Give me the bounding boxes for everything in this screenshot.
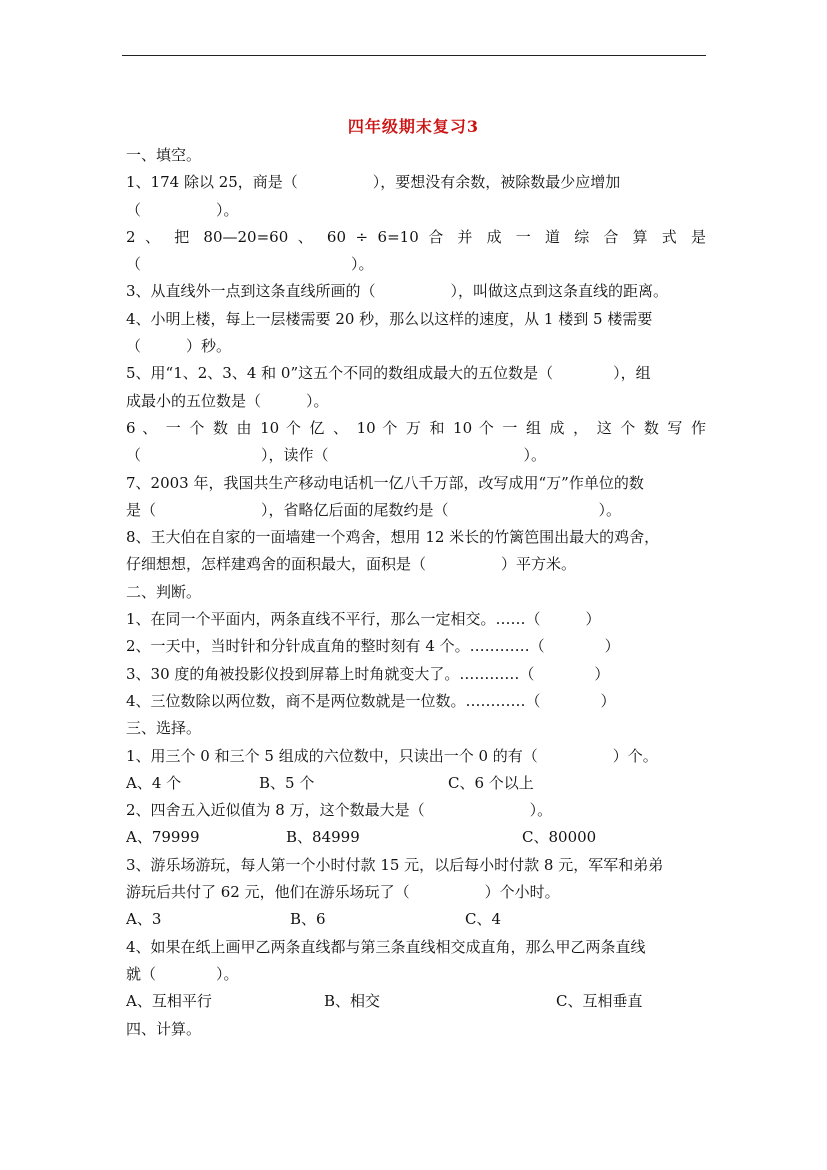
- option-c: C、6 个以上: [448, 773, 534, 792]
- question-line: （ ）。: [126, 200, 239, 219]
- question-line: 1、在同一个平面内，两条直线不平行，那么一定相交。……（ ）: [126, 610, 601, 629]
- question-line: （ ）。: [126, 255, 374, 274]
- option-b: B、84999: [286, 828, 360, 847]
- question-line: 6 、 一 个 数 由 10 个 亿 、 10 个 万 和 10 个 一 组 成 ， 这 个 数 写 作: [126, 418, 706, 437]
- question-line: 4、小明上楼，每上一层楼需要 20 秒，那么以这样的速度，从 1 楼到 5 楼需要: [126, 309, 653, 328]
- option-a: A、79999: [126, 828, 200, 847]
- question-line: 1、174 除以 25，商是（ ），要想没有余数，被除数最少应增加: [126, 173, 621, 192]
- question-line: 仔细想想，怎样建鸡舍的面积最大，面积是（ ）平方米。: [126, 555, 577, 574]
- question-line: 4、如果在纸上画甲乙两条直线都与第三条直线相交成直角，那么甲乙两条直线: [126, 937, 646, 956]
- question-line: 3、从直线外一点到这条直线所画的（ ），叫做这点到这条直线的距离。: [126, 282, 669, 301]
- section-heading-judge: 二、判断。: [126, 582, 202, 601]
- question-line: 是（ ），省略亿后面的尾数约是（ ）。: [126, 500, 622, 519]
- section-heading-fill: 一、填空。: [126, 146, 202, 164]
- question-line: 就（ ）。: [126, 964, 239, 983]
- question-line: 3、30 度的角被投影仪投到屏幕上时角就变大了。…………（ ）: [126, 664, 610, 683]
- option-c: C、4: [465, 910, 502, 929]
- worksheet-body: [126, 142, 706, 1043]
- question-line: 游玩后共付了 62 元，他们在游乐场玩了（ ）个小时。: [126, 883, 560, 902]
- question-line: （ ）秒。: [126, 337, 232, 356]
- question-line: 1、用三个 0 和三个 5 组成的六位数中，只读出一个 0 的有（ ）个。: [126, 746, 658, 765]
- question-line: 3、游乐场游玩，每人第一个小时付款 15 元，以后每小时付款 8 元，军军和弟弟: [126, 855, 664, 874]
- option-a: A、3: [126, 910, 162, 929]
- question-line: 2 、 把 80—20=60 、 60 ÷ 6=10 合 并 成 一 道 综 合 算 式 是: [126, 227, 706, 246]
- header-rule: [122, 55, 706, 56]
- question-line: 2、四舍五入近似值为 8 万，这个数最大是（ ）。: [126, 801, 553, 820]
- option-b: B、相交: [324, 992, 381, 1011]
- question-line: 7、2003 年，我国共生产移动电话机一亿八千万部，改写成用“万”作单位的数: [126, 473, 644, 492]
- option-a: A、4 个: [126, 773, 182, 792]
- question-line: 2、一天中，当时针和分针成直角的整时刻有 4 个。…………（ ）: [126, 637, 620, 656]
- option-c: C、互相垂直: [556, 992, 643, 1011]
- option-a: A、互相平行: [126, 992, 212, 1011]
- options-row: [126, 824, 706, 851]
- option-c: C、80000: [522, 828, 597, 847]
- section-heading-choice: 三、选择。: [126, 719, 202, 738]
- options-row: [126, 988, 706, 1015]
- question-line: （ ），读作（ ）。: [126, 446, 547, 465]
- options-row: [126, 770, 706, 797]
- question-line: 成最小的五位数是（ ）。: [126, 391, 329, 410]
- question-line: 8、王大伯在自家的一面墙建一个鸡舍，想用 12 米长的竹篱笆围出最大的鸡舍，: [126, 528, 660, 547]
- page-title: 四年级期末复习3: [347, 117, 480, 136]
- section-heading-calc: 四、计算。: [126, 1019, 202, 1038]
- options-row: [126, 906, 706, 933]
- option-b: B、6: [290, 910, 326, 929]
- question-line: 4、三位数除以两位数，商不是两位数就是一位数。…………（ ）: [126, 691, 616, 710]
- option-b: B、5 个: [259, 773, 315, 792]
- question-line: 5、用“1、2、3、4 和 0”这五个不同的数组成最大的五位数是（ ），组: [126, 364, 651, 383]
